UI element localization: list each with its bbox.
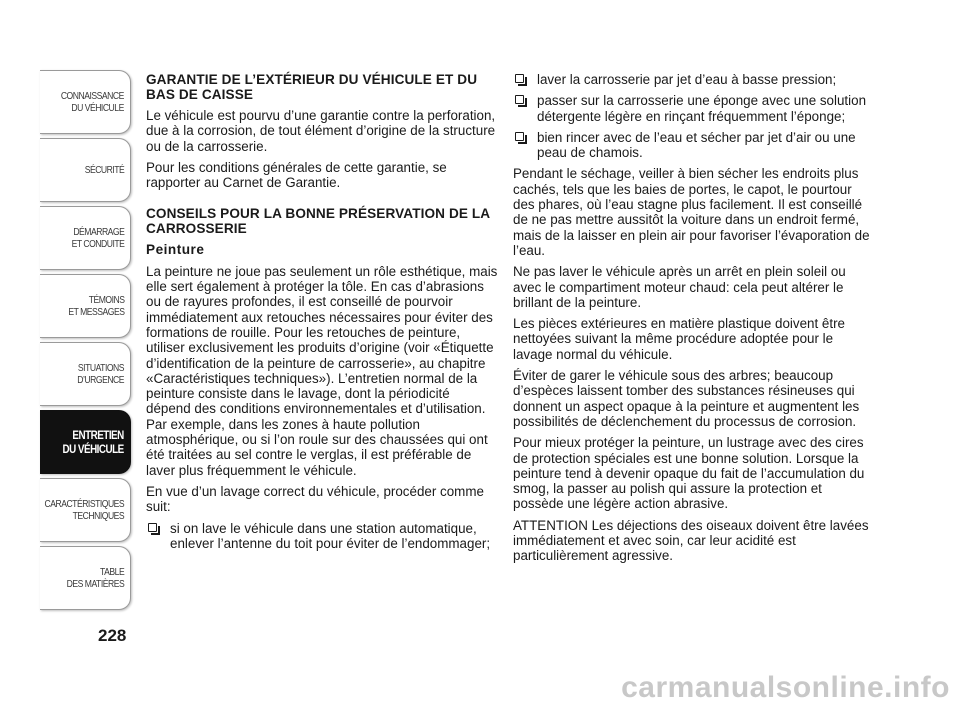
section-heading-conseils: CONSEILS POUR LA BONNE PRÉSERVATION DE LA CARROSSERIE bbox=[146, 206, 490, 237]
paragraph: En vue d’un lavage correct du véhicule, procéder comme suit: bbox=[146, 483, 484, 515]
paragraph: ATTENTION Les déjections des oiseaux doivent être lavées immédiatement et avec soin, car leur acidité est particulièrement agressive. bbox=[513, 517, 869, 564]
list-item bbox=[146, 521, 498, 552]
tab-temoins-et-messages[interactable] bbox=[40, 274, 131, 338]
checkbox-icon bbox=[515, 95, 524, 104]
paragraph: La peinture ne joue pas seulement un rôle esthétique, mais elle sert également à protéger la tôle. En cas d’abrasions ou de rayures profondes, il est conseillé de pourvoir immédiatement aux retouches nécessaires pour éviter des formations de rouille. Pour les retouches de peinture, utiliser exclusivement les produits d’origine (voir «Étiquette d’identification de la peinture de carrosserie», au chapitre «Caractéristiques techniques»). L’entretien normal de la peinture consiste dans le lavage, dont la périodicité dépend des conditions environnementales et d’utilisation. Par exemple, dans les zones à haute pollution atmosphérique, ou si l’on roule sur des chaussées qui ont été traitées au sel contre le verglas, il est préférable de laver plus fréquemment le véhicule. bbox=[146, 263, 498, 478]
tab-label: TABLE DES MATIÈRES bbox=[66, 566, 124, 590]
tab-label: ENTRETIEN DU VÉHICULE bbox=[62, 428, 124, 456]
list-item bbox=[513, 72, 873, 87]
left-column bbox=[146, 72, 498, 557]
paragraph: Les pièces extérieures en matière plastique doivent être nettoyées suivant la même procédure adoptée pour le lavage normal du véhicule. bbox=[513, 316, 845, 362]
list-item bbox=[513, 130, 873, 161]
tab-label: SITUATIONS D’URGENCE bbox=[77, 362, 124, 386]
list-item-text: laver la carrosserie par jet d’eau à basse pression; bbox=[537, 72, 837, 87]
right-column bbox=[513, 72, 873, 570]
watermark: carmanualsonline.info bbox=[621, 671, 950, 704]
tab-table-des-matieres[interactable] bbox=[40, 546, 131, 610]
checklist bbox=[513, 72, 873, 160]
checklist bbox=[146, 521, 498, 552]
paragraph: Pour mieux protéger la peinture, un lustrage avec des cires de protection spéciales est une bonne solution. Lorsque la peinture tend à devenir opaque du fait de l’accumulation du smog, la passer au polish qui assure la protection et possède une légère action abrasive. bbox=[513, 435, 865, 512]
page-number: 228 bbox=[98, 626, 127, 645]
checkbox-icon bbox=[515, 74, 524, 83]
section-heading-garantie: GARANTIE DE L’EXTÉRIEUR DU VÉHICULE ET DU BAS DE CAISSE bbox=[146, 72, 478, 102]
tab-caracteristiques-techniques[interactable] bbox=[40, 478, 131, 542]
tab-label: DÉMARRAGE ET CONDUITE bbox=[71, 226, 124, 250]
tab-entretien-du-vehicule[interactable] bbox=[40, 410, 131, 474]
paragraph: Éviter de garer le véhicule sous des arbres; beaucoup d’espèces laissent tomber des substances résineuses qui donnent un aspect opaque à la peinture et augmentent les possibilités de déclenchement du processus de corrosion. bbox=[513, 368, 860, 429]
paragraph: Le véhicule est pourvu d’une garantie contre la perforation, due à la corrosion, de tout élément d’origine de la structure ou de la carrosserie. bbox=[146, 108, 496, 154]
tab-label: SÉCURITÉ bbox=[84, 164, 124, 176]
checkbox-icon bbox=[148, 523, 157, 532]
tab-label: CARACTÉRISTIQUES TECHNIQUES bbox=[44, 498, 124, 522]
tab-connaissance-du-vehicule[interactable] bbox=[40, 70, 131, 134]
tab-demarrage-et-conduite[interactable] bbox=[40, 206, 131, 270]
list-item bbox=[513, 93, 873, 124]
list-item-text: si on lave le véhicule dans une station automatique, enlever l’antenne du toit pour éviter de l’endommager; bbox=[170, 520, 491, 551]
paragraph: Ne pas laver le véhicule après un arrêt en plein soleil ou avec le compartiment moteur chaud: cela peut altérer le brillant de la peinture. bbox=[513, 264, 846, 310]
checkbox-icon bbox=[515, 132, 524, 141]
tab-label: TÉMOINS ET MESSAGES bbox=[67, 294, 124, 318]
list-item-text: bien rincer avec de l’eau et sécher par jet d’air ou une peau de chamois. bbox=[537, 129, 856, 161]
paragraph: Pour les conditions générales de cette garantie, se rapporter au Carnet de Garantie. bbox=[146, 159, 447, 191]
tab-situations-d-urgence[interactable] bbox=[40, 342, 131, 406]
subheading-peinture: Peinture bbox=[146, 242, 205, 258]
tab-label: CONNAISSANCE DU VÉHICULE bbox=[61, 90, 124, 114]
tab-securite[interactable] bbox=[40, 138, 131, 202]
list-item-text: passer sur la carrosserie une éponge avec une solution détergente légère en rinçant fréquemment l’éponge; bbox=[537, 93, 867, 124]
paragraph: Pendant le séchage, veiller à bien sécher les endroits plus cachés, tels que les baies de portes, le capot, le pourtour des phares, où l’eau stagne plus facilement. Il est conseillé de ne pas mettre aussitôt la voiture dans un endroit fermé, mais de la laisser en plein air pour favoriser l’évaporation de l’eau. bbox=[513, 166, 870, 258]
